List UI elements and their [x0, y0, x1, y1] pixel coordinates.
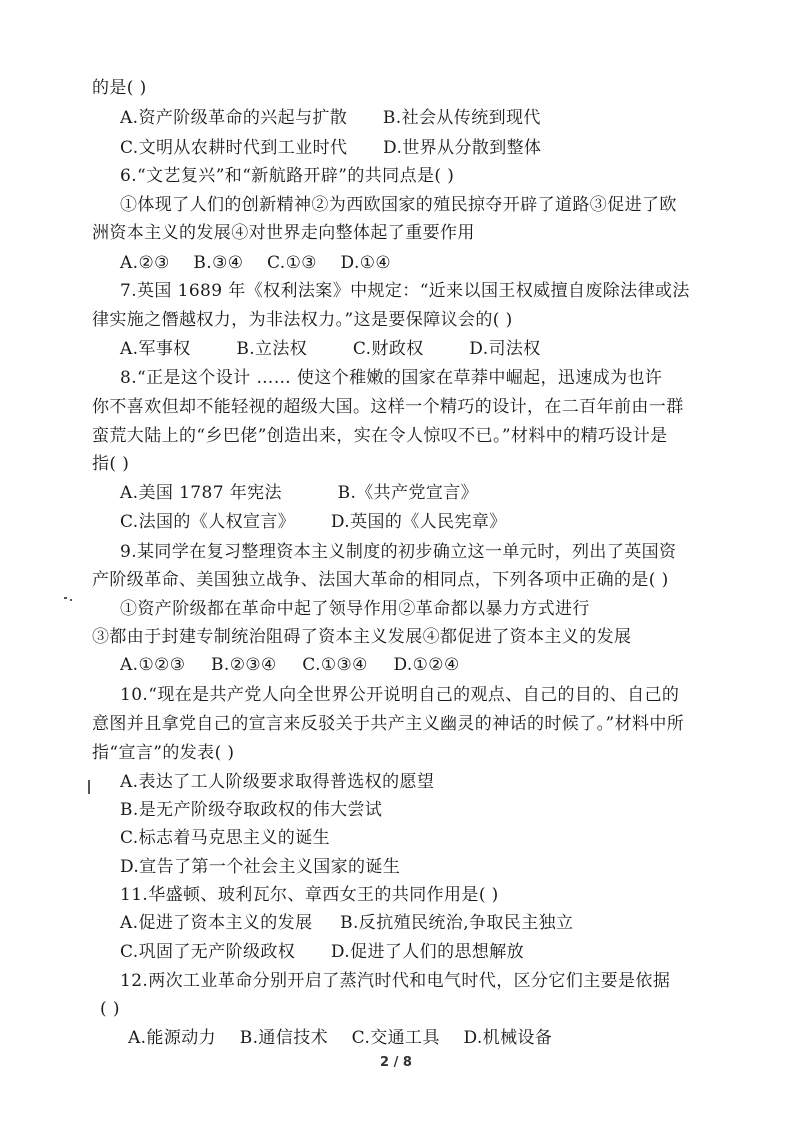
- q6-option-a: A.②③: [120, 253, 170, 273]
- q6-option-b: B.③④: [193, 253, 244, 273]
- q10-stem-2: 意图并且拿党自己的宣言来反驳关于共产主义幽灵的神话的时候了。”材料中所: [92, 714, 685, 734]
- q9-stem-2: 产阶级革命、美国独立战争、法国大革命的相同点，下列各项中正确的是( ): [92, 570, 669, 590]
- q5-option-c: C.文明从农耕时代到工业时代: [120, 138, 348, 158]
- q8-option-a: A.美国 1787 年宪法: [120, 483, 282, 503]
- q12-option-c: C.交通工具: [351, 1028, 440, 1048]
- q12-option-a: A.能源动力: [128, 1028, 217, 1048]
- q8-stem-3: 蛮荒大陆上的“乡巴佬”创造出来，实在令人惊叹不已。”材料中的精巧设计是: [92, 426, 668, 446]
- q7-option-d: D.司法权: [469, 339, 541, 359]
- q12-option-b: B.通信技术: [239, 1028, 329, 1048]
- q6-stem: 6.“文艺复兴”和“新航路开辟”的共同点是( ): [120, 166, 455, 186]
- scan-mark: [88, 780, 90, 794]
- q10-option-a: A.表达了工人阶级要求取得普选权的愿望: [120, 772, 435, 792]
- q11-option-c: C.巩固了无产阶级政权: [120, 942, 296, 962]
- q11-option-d: D.促进了人们的思想解放: [330, 942, 525, 962]
- q6-items-2: 洲资本主义的发展④对世界走向整体起了重要作用: [92, 223, 475, 243]
- q5-option-b: B.社会从传统到现代: [382, 108, 541, 128]
- q5-stem-tail: 的是( ): [92, 78, 147, 98]
- q12-stem-2: ( ): [100, 999, 120, 1019]
- q12-stem-1: 12.两次工业革命分别开启了蒸汽时代和电气时代，区分它们主要是依据: [120, 971, 671, 991]
- q7-stem-2: 律实施之僭越权力，为非法权力。”这是要保障议会的( ): [92, 310, 513, 330]
- scan-speck: [64, 597, 67, 599]
- q12-options: [128, 1027, 552, 1049]
- q12-option-d: D.机械设备: [463, 1028, 553, 1048]
- q7-option-b: B.立法权: [236, 339, 308, 359]
- q10-stem-1: 10.“现在是共产党人向全世界公开说明自己的观点、自己的目的、自己的: [120, 685, 680, 705]
- q8-option-b: B.《共产党宣言》: [337, 483, 479, 503]
- q9-option-a: A.①②③: [120, 655, 186, 675]
- q7-stem-1: 7.英国 1689 年《权利法案》中规定：“近来以国王权威擅自废除法律或法: [120, 281, 690, 301]
- q8-stem-2: 你不喜欢但却不能轻视的超级大国。这样一个精巧的设计，在二百年前由一群: [92, 397, 684, 417]
- q6-option-d: D.①④: [340, 253, 392, 273]
- q11-options-row-2: [120, 941, 524, 963]
- q7-option-a: A.军事权: [120, 339, 191, 359]
- q9-options: [120, 654, 460, 676]
- q8-option-c: C.法国的《人权宣言》: [120, 512, 296, 532]
- q6-option-c: C.①③: [267, 253, 317, 273]
- q6-items-1: ①体现了人们的创新精神②为西欧国家的殖民掠夺开辟了道路③促进了欧: [120, 195, 677, 215]
- q7-option-c: C.财政权: [352, 339, 424, 359]
- q10-stem-3: 指“宣言”的发表( ): [92, 743, 235, 763]
- q8-options-row-1: [120, 482, 478, 504]
- q10-option-d: D.宣告了第一个社会主义国家的诞生: [120, 857, 401, 877]
- q9-option-c: C.①③④: [302, 655, 368, 675]
- q9-option-d: D.①②④: [393, 655, 460, 675]
- q10-option-b: B.是无产阶级夺取政权的伟大尝试: [120, 800, 383, 820]
- q9-items-2: ③都由于封建专制统治阻碍了资本主义发展④都促进了资本主义的发展: [92, 627, 632, 647]
- q5-options-row-1: [120, 107, 541, 129]
- scan-speck: [70, 599, 72, 601]
- q8-options-row-2: [120, 511, 507, 533]
- q10-option-c: C.标志着马克思主义的诞生: [120, 828, 331, 848]
- q8-option-d: D.英国的《人民宪章》: [330, 512, 507, 532]
- page-number: 2 / 8: [380, 1055, 412, 1070]
- q8-stem-4: 指( ): [92, 454, 130, 474]
- q11-stem: 11.华盛顿、玻利瓦尔、章西女王的共同作用是( ): [120, 885, 499, 905]
- q7-options: [120, 338, 541, 360]
- q11-option-a: A.促进了资本主义的发展: [120, 913, 313, 933]
- q5-option-d: D.世界从分散到整体: [383, 138, 542, 158]
- q6-options: [120, 252, 391, 274]
- q5-option-a: A.资产阶级革命的兴起与扩散: [120, 108, 348, 128]
- q11-option-b: B.反抗殖民统治,争取民主独立: [340, 913, 574, 933]
- q9-option-b: B.②③④: [211, 655, 277, 675]
- q9-stem-1: 9.某同学在复习整理资本主义制度的初步确立这一单元时，列出了英国资: [120, 542, 677, 562]
- q5-options-row-2: [120, 137, 541, 159]
- q11-options-row-1: [120, 912, 573, 934]
- q8-stem-1: 8.“正是这个设计 …… 使这个稚嫩的国家在草莽中崛起，迅速成为也许: [120, 368, 663, 388]
- q9-items-1: ①资产阶级都在革命中起了领导作用②革命都以暴力方式进行: [120, 599, 590, 619]
